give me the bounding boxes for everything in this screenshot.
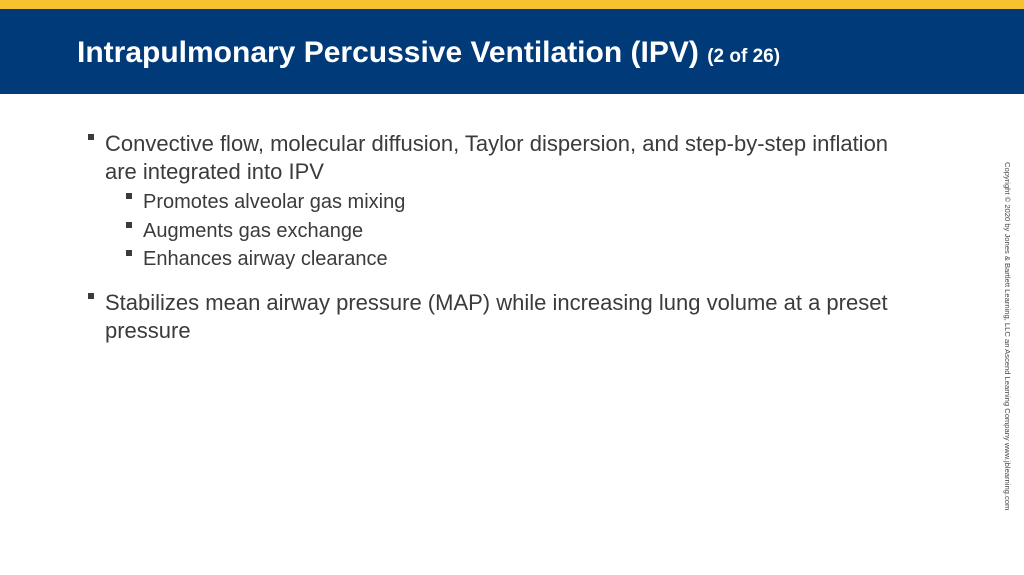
bullet-item bbox=[105, 130, 895, 186]
slide-title-text: Intrapulmonary Percussive Ventilation (IPV) bbox=[77, 36, 699, 69]
bullet-square-icon bbox=[88, 293, 94, 299]
sub-bullet-item bbox=[143, 218, 843, 244]
bullet-text: Stabilizes mean airway pressure (MAP) while increasing lung volume at a preset pressure bbox=[105, 290, 888, 343]
bullet-square-icon bbox=[126, 193, 132, 199]
bullet-square-icon bbox=[126, 250, 132, 256]
bullet-item bbox=[105, 289, 895, 345]
bullet-square-icon bbox=[126, 222, 132, 228]
copyright-notice: Copyright © 2020 by Jones & Bartlett Learning, LLC an Ascend Learning Company www.jblearning.com bbox=[1003, 162, 1012, 511]
slide-counter: (2 of 26) bbox=[707, 46, 781, 67]
bullet-square-icon bbox=[88, 134, 94, 140]
sub-bullet-item bbox=[143, 189, 843, 215]
sub-bullet-text: Augments gas exchange bbox=[143, 220, 364, 242]
sub-bullet-item bbox=[143, 246, 843, 272]
bullet-text: Convective flow, molecular diffusion, Taylor dispersion, and step-by-step inflation are integrated into IPV bbox=[105, 131, 889, 184]
sub-bullet-text: Enhances airway clearance bbox=[143, 248, 388, 270]
sub-bullet-text: Promotes alveolar gas mixing bbox=[143, 191, 406, 213]
